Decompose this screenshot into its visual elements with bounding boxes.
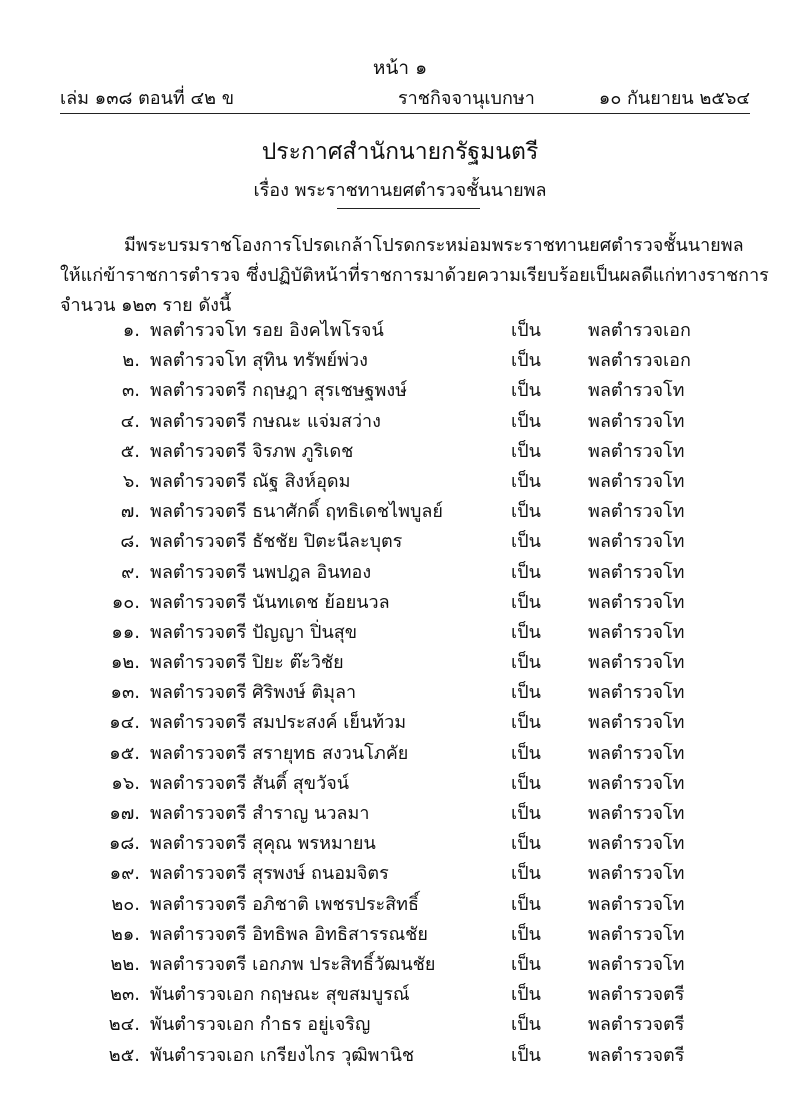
header-rule bbox=[60, 113, 750, 114]
entry-number: ๑๐. bbox=[111, 591, 140, 613]
officer-name: พลตำรวจตรี นพปฎล อินทอง bbox=[150, 561, 372, 583]
entry-verb: เป็น bbox=[511, 470, 541, 492]
list-item bbox=[0, 467, 800, 497]
entry-number: ๑๖. bbox=[111, 772, 140, 794]
entry-number: ๑๕. bbox=[109, 742, 140, 764]
entry-verb: เป็น bbox=[511, 742, 541, 764]
entry-number: ๑๗. bbox=[109, 803, 140, 824]
officer-name: พลตำรวจตรี สันติ์ สุขวัจน์ bbox=[150, 772, 350, 794]
list-item bbox=[0, 497, 800, 527]
list-item bbox=[0, 799, 800, 829]
entry-number: ๒. bbox=[122, 350, 140, 372]
list-item bbox=[0, 829, 800, 859]
entry-number: ๑๙. bbox=[109, 863, 140, 885]
gazette-header bbox=[60, 83, 750, 107]
announcement-title: ประกาศสำนักนายกรัฐมนตรี bbox=[261, 139, 539, 165]
list-item bbox=[0, 407, 800, 437]
intro-line: มีพระบรมราชโองการโปรดเกล้าโปรดกระหม่อมพระราชทานยศตำรวจชั้นนายพล bbox=[124, 235, 744, 256]
entry-verb: เป็น bbox=[511, 682, 541, 704]
list-item bbox=[0, 376, 800, 406]
entry-number: ๑๘. bbox=[108, 833, 140, 855]
entry-number: ๑๒. bbox=[110, 652, 140, 674]
new-rank: พลตำรวจโท bbox=[588, 621, 685, 643]
entry-verb: เป็น bbox=[511, 380, 541, 402]
entry-number: ๙. bbox=[121, 561, 140, 583]
announcement-subject: เรื่อง พระราชทานยศตำรวจชั้นนายพล bbox=[253, 180, 547, 201]
officer-name: พลตำรวจตรี สุรพงษ์ ถนอมจิตร bbox=[150, 863, 389, 885]
entry-verb: เป็น bbox=[511, 410, 541, 432]
list-item bbox=[0, 588, 800, 618]
entry-number: ๘. bbox=[120, 531, 140, 553]
list-item bbox=[0, 890, 800, 920]
officer-name: พันตำรวจเอก เกรียงไกร วุฒิพานิช bbox=[150, 1044, 415, 1066]
volume-issue: เล่ม ๑๓๘ ตอนที่ ๔๒ ข bbox=[60, 88, 235, 109]
new-rank: พลตำรวจโท bbox=[588, 742, 685, 764]
new-rank: พลตำรวจโท bbox=[588, 591, 685, 613]
entry-number: ๓. bbox=[121, 380, 140, 402]
officer-name: พลตำรวจตรี ณัฐ สิงห์อุดม bbox=[150, 470, 351, 492]
new-rank: พลตำรวจโท bbox=[588, 561, 685, 583]
new-rank: พลตำรวจโท bbox=[588, 772, 685, 794]
entry-verb: เป็น bbox=[511, 923, 541, 945]
entry-verb: เป็น bbox=[511, 440, 541, 462]
new-rank: พลตำรวจโท bbox=[588, 410, 685, 432]
entry-verb: เป็น bbox=[511, 893, 541, 915]
entry-number: ๒๔. bbox=[108, 1014, 140, 1036]
new-rank: พลตำรวจโท bbox=[588, 652, 685, 674]
intro-paragraph bbox=[60, 231, 769, 321]
officer-name: พลตำรวจตรี ปัญญา ปิ่นสุข bbox=[150, 621, 358, 643]
entry-verb: เป็น bbox=[511, 652, 541, 674]
officer-name: พลตำรวจตรี ปิยะ ต๊ะวิชัย bbox=[150, 652, 344, 674]
new-rank: พลตำรวจโท bbox=[588, 470, 685, 492]
officer-name: พลตำรวจตรี ธนาศักดิ์ ฤทธิเดชไพบูลย์ bbox=[150, 501, 443, 523]
list-item bbox=[0, 618, 800, 648]
entry-number: ๔. bbox=[120, 410, 140, 432]
entry-verb: เป็น bbox=[511, 621, 541, 643]
entry-verb: เป็น bbox=[511, 591, 541, 613]
entry-verb: เป็น bbox=[511, 833, 541, 855]
officer-name: พลตำรวจตรี กฤษฎา สุรเชษฐพงษ์ bbox=[150, 380, 408, 402]
entry-number: ๑๑. bbox=[111, 621, 140, 643]
new-rank: พลตำรวจโท bbox=[588, 712, 685, 734]
officer-name: พลตำรวจตรี อิทธิพล อิทธิสารรณชัย bbox=[150, 923, 428, 945]
new-rank: พลตำรวจโท bbox=[588, 501, 685, 523]
title-divider bbox=[337, 208, 480, 209]
publication-name: ราชกิจจานุเบกษา bbox=[398, 88, 535, 109]
entry-number: ๒๓. bbox=[110, 984, 140, 1006]
list-item bbox=[0, 346, 800, 376]
new-rank: พลตำรวจโท bbox=[588, 833, 685, 855]
entry-verb: เป็น bbox=[511, 953, 541, 975]
entry-verb: เป็น bbox=[511, 772, 541, 794]
list-item bbox=[0, 678, 800, 708]
officer-name: พลตำรวจตรี ศิริพงษ์ ติมุลา bbox=[150, 682, 357, 704]
new-rank: พลตำรวจตรี bbox=[588, 1044, 685, 1066]
entry-number: ๒๒. bbox=[110, 953, 140, 975]
officer-name: พลตำรวจตรี ธัชชัย ปิตะนีละบุตร bbox=[150, 531, 403, 553]
entry-verb: เป็น bbox=[511, 531, 541, 553]
new-rank: พลตำรวจโท bbox=[588, 803, 685, 824]
officer-name: พลตำรวจตรี สำราญ นวลมา bbox=[150, 803, 370, 824]
entry-verb: เป็น bbox=[511, 712, 541, 734]
entry-verb: เป็น bbox=[511, 320, 541, 341]
entry-number: ๖. bbox=[122, 470, 140, 492]
entry-number: ๑๔. bbox=[109, 712, 140, 734]
officer-name: พลตำรวจตรี กษณะ แจ่มสว่าง bbox=[150, 410, 381, 432]
entry-number: ๗. bbox=[120, 501, 140, 523]
officer-name: พลตำรวจโท รอย อิงคไพโรจน์ bbox=[150, 320, 384, 341]
list-item bbox=[0, 648, 800, 678]
officer-name: พลตำรวจตรี อภิชาติ เพชรประสิทธิ์ bbox=[150, 893, 420, 915]
officer-name: พลตำรวจตรี จิรภพ ภูริเดช bbox=[150, 440, 354, 462]
officer-name: พลตำรวจตรี สุคุณ พรหมายน bbox=[150, 833, 376, 855]
new-rank: พลตำรวจเอก bbox=[588, 320, 691, 341]
new-rank: พลตำรวจโท bbox=[588, 953, 685, 975]
entry-number: ๒๑. bbox=[110, 923, 140, 945]
entry-verb: เป็น bbox=[511, 1014, 541, 1036]
officer-name: พลตำรวจโท สุทิน ทรัพย์พ่วง bbox=[150, 350, 368, 372]
entry-verb: เป็น bbox=[511, 350, 541, 372]
officer-name: พลตำรวจตรี สมประสงค์ เย็นท้วม bbox=[150, 712, 407, 734]
new-rank: พลตำรวจโท bbox=[588, 531, 685, 553]
entry-number: ๒๐. bbox=[111, 893, 140, 915]
list-item bbox=[0, 708, 800, 738]
list-item bbox=[0, 437, 800, 467]
new-rank: พลตำรวจโท bbox=[588, 893, 685, 915]
list-item bbox=[0, 739, 800, 769]
promotion-list bbox=[0, 316, 800, 1071]
entry-number: ๕. bbox=[120, 440, 140, 462]
officer-name: พันตำรวจเอก กฤษณะ สุขสมบูรณ์ bbox=[150, 984, 410, 1006]
new-rank: พลตำรวจโท bbox=[588, 863, 685, 885]
entry-number: ๑๓. bbox=[110, 682, 140, 704]
new-rank: พลตำรวจโท bbox=[588, 682, 685, 704]
new-rank: พลตำรวจเอก bbox=[588, 350, 691, 372]
entry-number: ๑. bbox=[122, 320, 140, 341]
officer-name: พลตำรวจตรี เอกภพ ประสิทธิ์วัฒนชัย bbox=[150, 953, 436, 975]
list-item bbox=[0, 558, 800, 588]
new-rank: พลตำรวจโท bbox=[588, 440, 685, 462]
entry-verb: เป็น bbox=[511, 1044, 541, 1066]
new-rank: พลตำรวจโท bbox=[588, 923, 685, 945]
officer-name: พลตำรวจตรี สรายุทธ สงวนโภคัย bbox=[150, 742, 409, 764]
list-item bbox=[0, 527, 800, 557]
list-item bbox=[0, 1041, 800, 1071]
list-item bbox=[0, 920, 800, 950]
list-item bbox=[0, 950, 800, 980]
list-item bbox=[0, 859, 800, 889]
officer-name: พันตำรวจเอก กำธร อยู่เจริญ bbox=[150, 1014, 371, 1036]
publication-date: ๑๐ กันยายน ๒๕๖๔ bbox=[598, 88, 750, 109]
entry-verb: เป็น bbox=[511, 501, 541, 523]
entry-verb: เป็น bbox=[511, 803, 541, 824]
list-item bbox=[0, 1010, 800, 1040]
new-rank: พลตำรวจตรี bbox=[588, 984, 685, 1006]
intro-line: ให้แก่ข้าราชการตำรวจ ซึ่งปฏิบัติหน้าที่ราชการมาด้วยความเรียบร้อยเป็นผลดีแก่ทางราชการ bbox=[60, 265, 769, 286]
list-item bbox=[0, 316, 800, 346]
page-number: หน้า ๑ bbox=[372, 57, 428, 79]
list-item bbox=[0, 980, 800, 1010]
new-rank: พลตำรวจตรี bbox=[588, 1014, 685, 1036]
entry-verb: เป็น bbox=[511, 984, 541, 1006]
list-item bbox=[0, 769, 800, 799]
entry-verb: เป็น bbox=[511, 863, 541, 885]
entry-number: ๒๕. bbox=[108, 1044, 140, 1066]
officer-name: พลตำรวจตรี นันทเดช ย้อยนวล bbox=[150, 591, 390, 613]
entry-verb: เป็น bbox=[511, 561, 541, 583]
intro-line: จำนวน ๑๒๓ ราย ดังนี้ bbox=[60, 295, 232, 316]
new-rank: พลตำรวจโท bbox=[588, 380, 685, 402]
